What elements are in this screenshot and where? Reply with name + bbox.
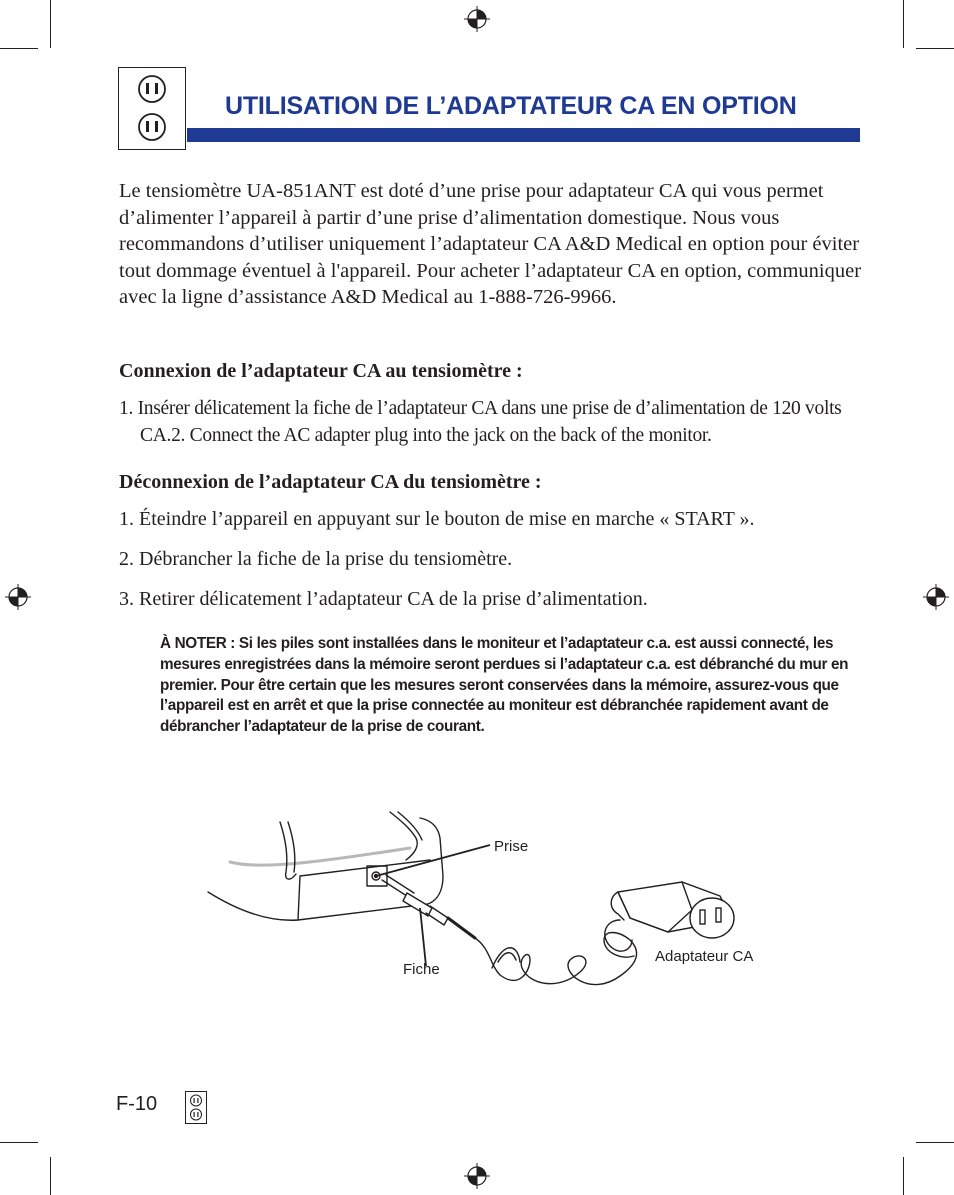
connect-step-1: 1. Insérer délicatement la fiche de l’adaptateur CA dans une prise de d’alimentation de 120 volts CA.2. Connect the AC adapter plug into the jack on the back of the monitor.	[119, 398, 842, 446]
crop-mark	[916, 48, 954, 49]
label-adapter: Adaptateur CA	[655, 948, 754, 965]
title-rule	[187, 128, 860, 142]
page-title: UTILISATION DE L’ADAPTATEUR CA EN OPTION	[225, 92, 797, 120]
electrical-outlet-icon	[185, 1091, 207, 1124]
disconnect-step-2: 2. Débrancher la fiche de la prise du tensiomètre.	[119, 548, 513, 570]
disconnect-step-3: 3. Retirer délicatement l’adaptateur CA de la prise d’alimentation.	[119, 588, 648, 610]
crop-mark	[903, 0, 904, 48]
disconnect-step-1: 1. Éteindre l’appareil en appuyant sur le bouton de mise en marche « START ».	[119, 508, 755, 530]
disconnect-heading: Déconnexion de l’adaptateur CA du tensiomètre :	[119, 471, 542, 493]
registration-mark-icon	[463, 1162, 491, 1190]
crop-mark	[0, 1142, 38, 1143]
registration-mark-icon	[922, 583, 950, 611]
crop-mark	[50, 0, 51, 48]
registration-mark-icon	[4, 583, 32, 611]
crop-mark	[50, 1157, 51, 1195]
registration-mark-icon	[463, 5, 491, 33]
adapter-illustration	[200, 800, 780, 1010]
note-paragraph: À NOTER : Si les piles sont installées dans le moniteur et l’adaptateur c.a. est aussi connecté, les mesures enregistrées dans la mémoire seront perdues si l’adaptateur c.a. est débranché du mur en premier. Pour être certain que les mesures seront conservées dans la mémoire, assurez-vous que l’appareil est en arrêt et que la prise connectée au moniteur est débranchée rapidement avant de débrancher l’adaptateur de la prise de courant.	[160, 635, 849, 736]
crop-mark	[903, 1157, 904, 1195]
connect-heading: Connexion de l’adaptateur CA au tensiomètre :	[119, 360, 523, 382]
page-number: F-10	[116, 1093, 158, 1115]
electrical-outlet-icon	[118, 67, 186, 150]
crop-mark	[0, 48, 38, 49]
crop-mark	[916, 1142, 954, 1143]
label-plug: Fiche	[403, 961, 440, 978]
intro-paragraph: Le tensiomètre UA-851ANT est doté d’une prise pour adaptateur CA qui vous permet d’alimenter l’appareil à partir d’une prise d’alimentation domestique. Nous vous recommandons d’utiliser uniquement l’adaptateur CA A&D Medical en option pour éviter tout dommage éventuel à l'appareil. Pour acheter l’adaptateur CA en option, communiquer avec la ligne d’assistance A&D Medical au 1-888-726-9966.	[119, 180, 862, 308]
label-jack: Prise	[494, 838, 529, 855]
